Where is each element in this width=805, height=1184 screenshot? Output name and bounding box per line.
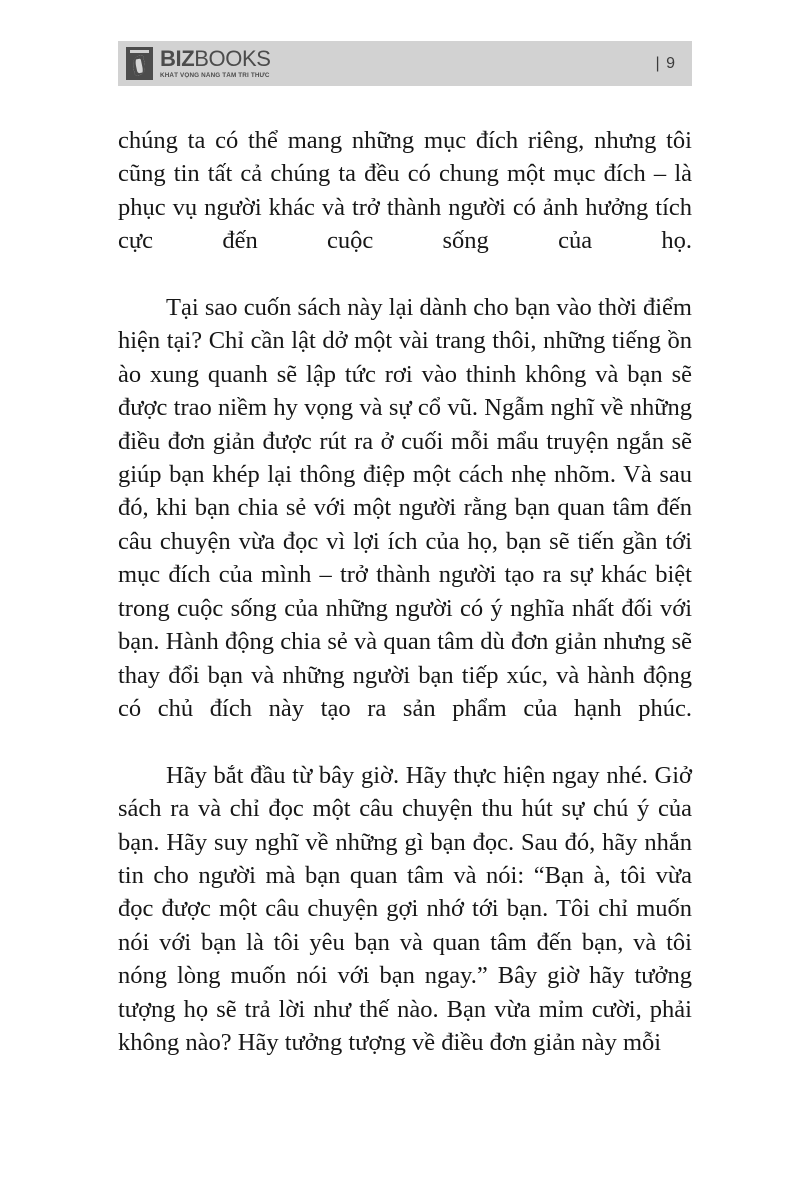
brand-text-group: [160, 48, 271, 80]
page-number: | 9: [655, 54, 676, 72]
brand-name-light: BOOKS: [194, 46, 271, 72]
book-logo-icon: [126, 47, 153, 80]
page-body: [118, 124, 692, 1059]
publisher-logo: [126, 47, 271, 80]
brand-name-bold: BIZ: [160, 46, 195, 72]
paragraph: Hãy bắt đầu từ bây giờ. Hãy thực hiện ngay nhé. Giở sách ra và chỉ đọc một câu chuyện thu hút sự chú ý của bạn. Hãy suy nghĩ về những gì bạn đọc. Sau đó, hãy nhắn tin cho người mà bạn quan tâm và nói: “Bạn à, tôi vừa đọc được một câu chuyện gợi nhớ tới bạn. Tôi chỉ muốn nói với bạn là tôi yêu bạn và quan tâm đến bạn, và tôi nóng lòng muốn nói với bạn ngay.” Bây giờ hãy tưởng tượng họ sẽ trả lời như thế nào. Bạn vừa mỉm cười, phải không nào? Hãy tưởng tượng về điều đơn giản này mỗi: [118, 761, 692, 1056]
paragraph: Tại sao cuốn sách này lại dành cho bạn vào thời điểm hiện tại? Chỉ cần lật dở một vài trang thôi, những tiếng ồn ào xung quanh sẽ lập tức rơi vào thinh không và bạn sẽ được trao niềm hy vọng và sự cổ vũ. Ngẫm nghĩ về những điều đơn giản được rút ra ở cuối mỗi mẩu truyện ngắn sẽ giúp bạn khép lại thông điệp một cách nhẹ nhõm. Và sau đó, khi bạn chia sẻ với một người rằng bạn quan tâm đến câu chuyện vừa đọc vì lợi ích của họ, bạn sẽ tiến gần tới mục đích của mình – trở thành người tạo ra sự khác biệt trong cuộc sống của những người có ý nghĩa nhất đối với bạn. Hành động chia sẻ và quan tâm dù đơn giản nhưng sẽ thay đổi bạn và những người bạn tiếp xúc, và hành động có chủ đích này tạo ra sản phẩm của hạnh phúc.: [118, 294, 692, 722]
brand-name: [160, 48, 271, 70]
brand-tagline: KHÁT VỌNG NÂNG TẦM TRI THỨC: [160, 71, 270, 79]
paragraph: chúng ta có thể mang những mục đích riêng, nhưng tôi cũng tin tất cả chúng ta đều có chung một mục đích – là phục vụ người khác và trở thành người có ảnh hưởng tích cực đến cuộc sống của họ.: [118, 127, 692, 255]
running-header: [118, 41, 692, 86]
